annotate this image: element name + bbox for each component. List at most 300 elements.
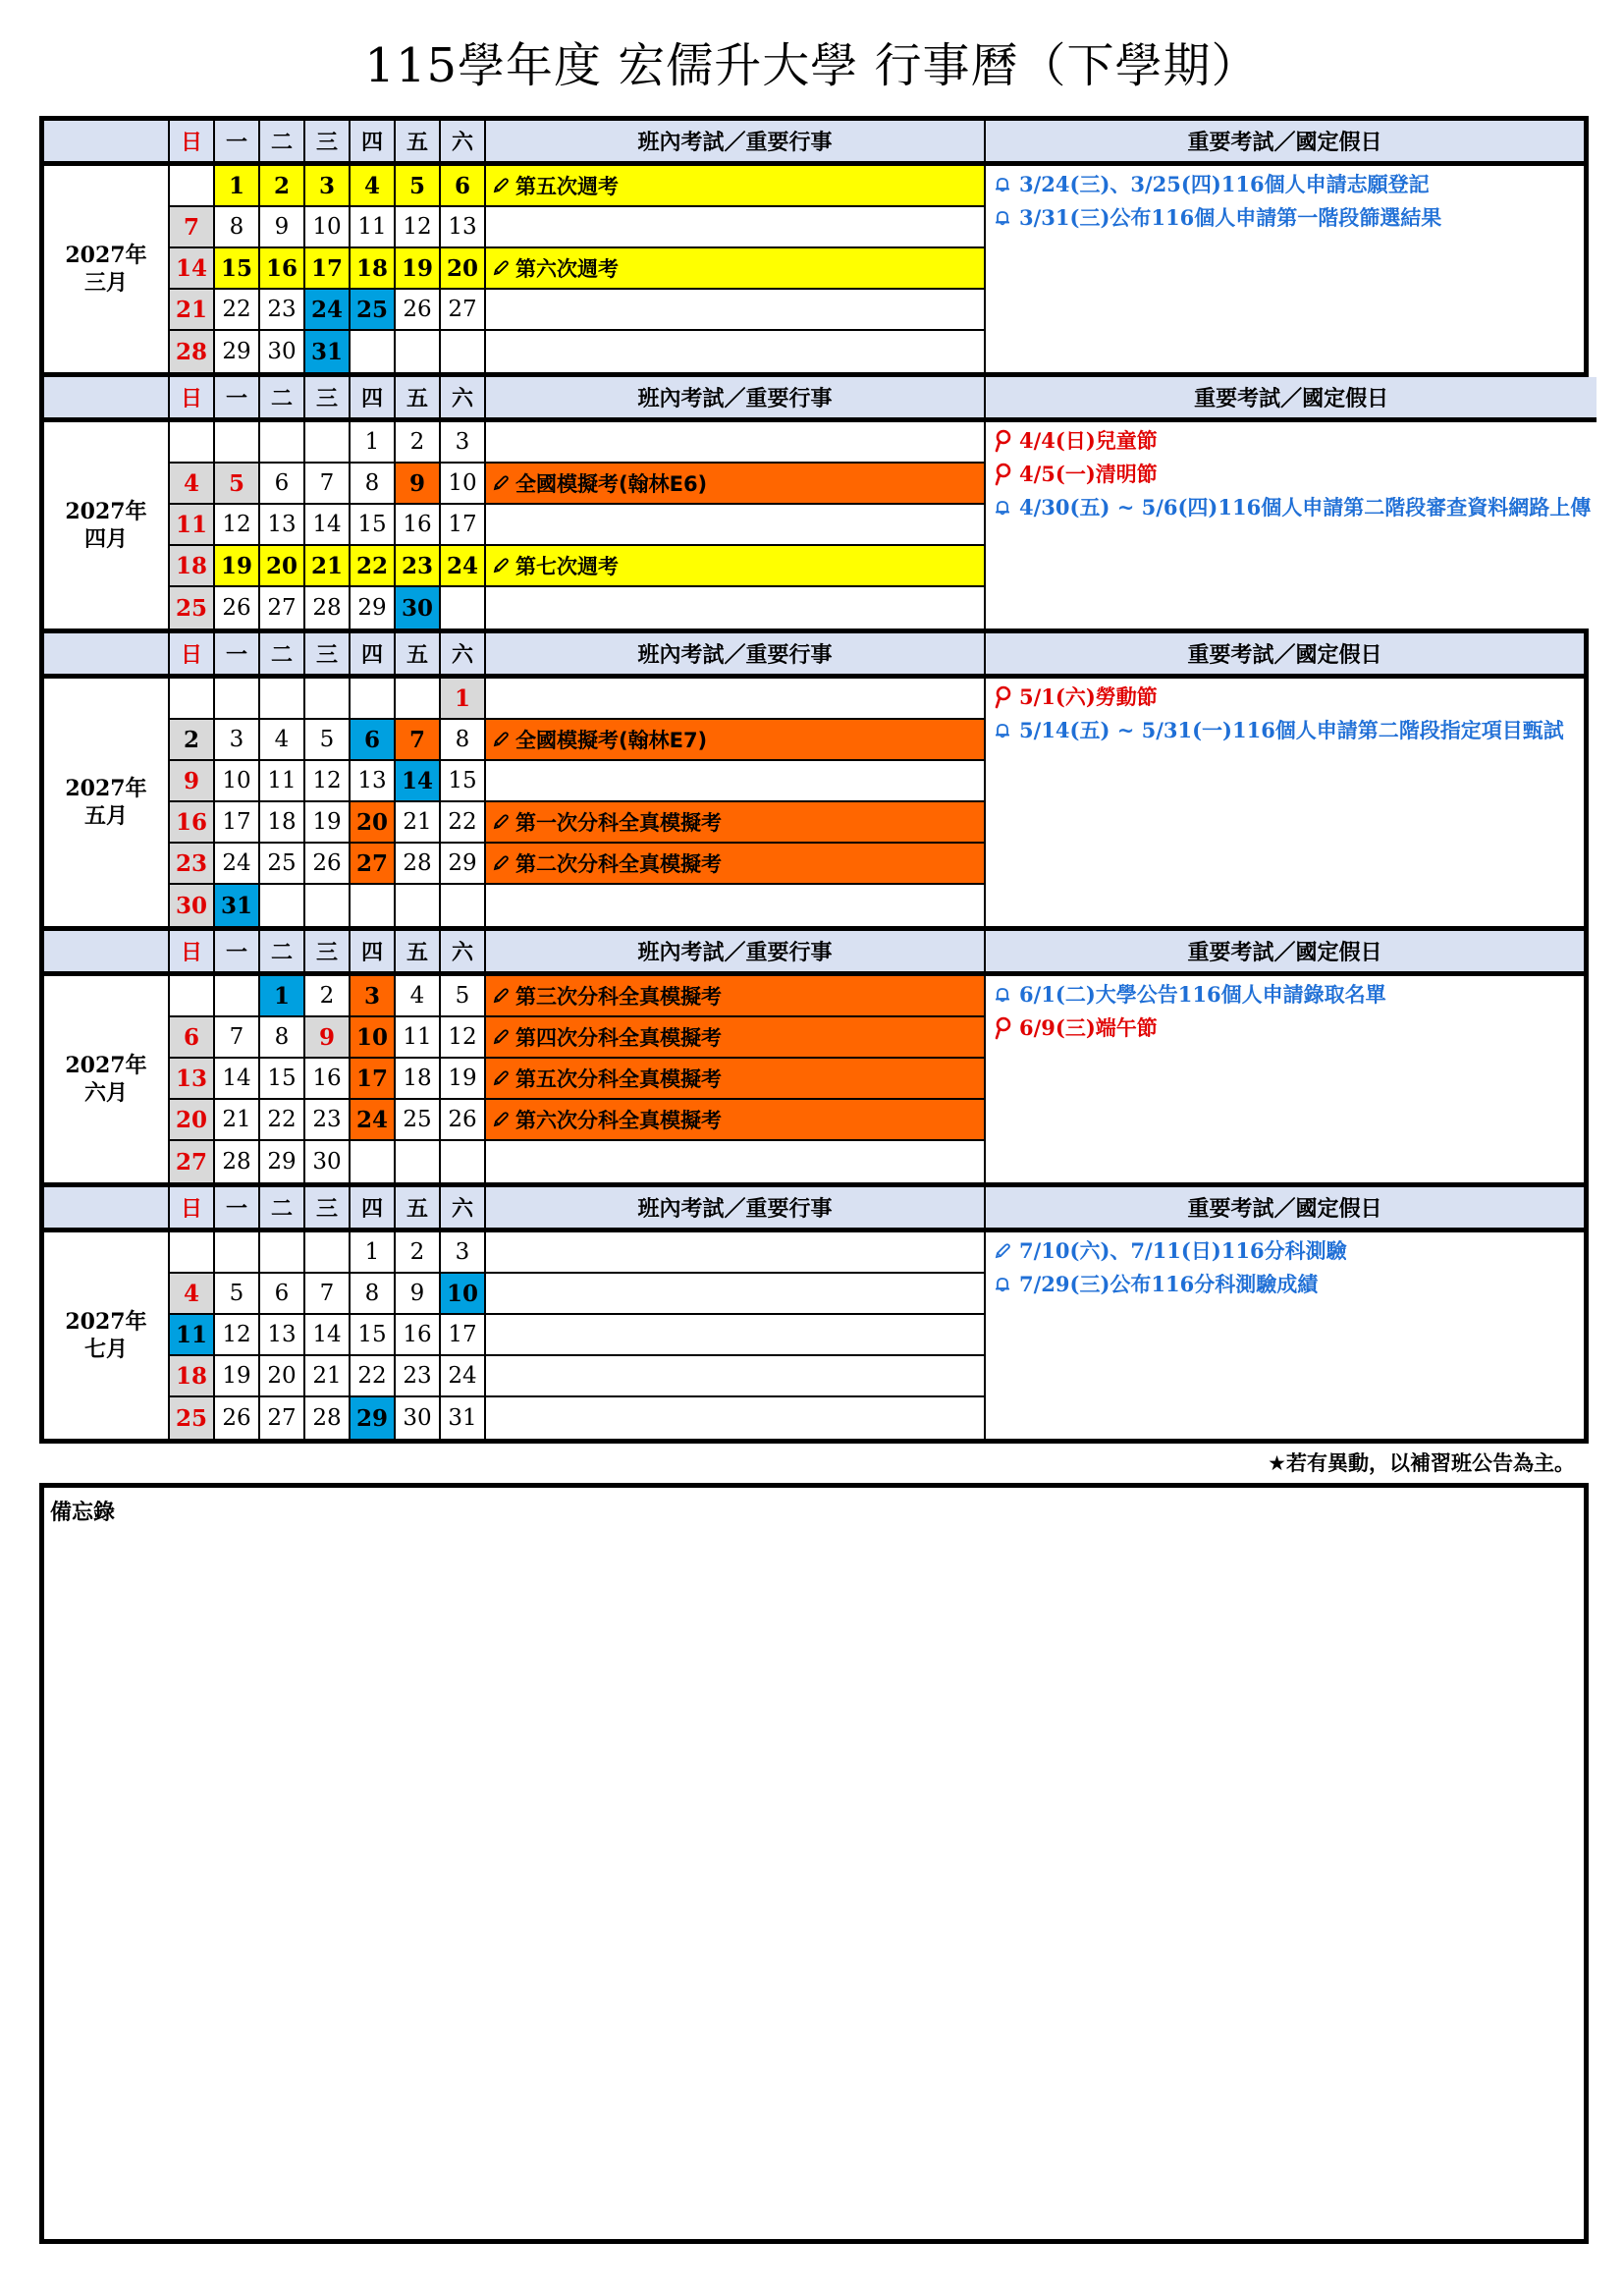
day-cell[interactable]: 8 [441,720,486,761]
day-cell[interactable]: 15 [351,1315,396,1356]
event-cell[interactable] [486,505,986,546]
event-cell[interactable] [486,1356,986,1397]
day-cell[interactable]: 24 [441,1356,486,1397]
day-cell[interactable] [351,885,396,926]
day-cell[interactable] [305,885,351,926]
day-cell[interactable]: 30 [260,331,305,372]
day-cell[interactable]: 16 [396,1315,441,1356]
event-cell[interactable] [486,166,986,207]
day-cell[interactable]: 12 [441,1017,486,1059]
day-cell[interactable]: 6 [441,166,486,207]
events-header: 班內考試／重要行事 [486,931,986,976]
day-cell[interactable]: 5 [215,464,260,505]
event-cell[interactable] [486,331,986,372]
event-cell[interactable] [486,1315,986,1356]
memo-label: 備忘錄 [50,1501,116,1525]
weekday-header: 日 [170,931,215,976]
bell-icon [992,1276,1013,1293]
day-cell[interactable]: 8 [351,464,396,505]
day-cell[interactable]: 17 [441,1315,486,1356]
event-cell[interactable] [486,1274,986,1315]
event-text: 第六次分科全真模擬考 [515,1109,722,1132]
day-cell[interactable]: 18 [260,802,305,844]
pencil-icon [492,1028,510,1046]
note-text: 6/1(二)大學公告116個人申請錄取名單 [1019,982,1386,1007]
day-cell[interactable]: 10 [351,1017,396,1059]
day-cell[interactable]: 22 [260,1100,305,1141]
day-cell[interactable]: 25 [396,1100,441,1141]
day-cell[interactable]: 22 [351,546,396,587]
note-text: 5/1(六)勞動節 [1019,684,1158,709]
note-text: 7/10(六)、7/11(日)116分科測驗 [1019,1238,1347,1263]
day-cell[interactable]: 25 [260,844,305,885]
day-cell[interactable] [351,331,396,372]
day-cell[interactable]: 8 [260,1017,305,1059]
day-cell[interactable]: 14 [305,505,351,546]
weekday-header: 六 [441,931,486,976]
day-cell[interactable]: 28 [215,1141,260,1182]
year-label: 2027年 [65,243,147,268]
weekday-header: 三 [305,377,351,422]
day-cell[interactable]: 16 [305,1059,351,1100]
day-cell[interactable] [215,422,260,464]
day-cell[interactable]: 4 [396,976,441,1017]
day-cell[interactable] [441,331,486,372]
day-cell[interactable]: 11 [170,505,215,546]
day-cell[interactable] [170,976,215,1017]
year-label: 2027年 [65,499,147,524]
month-label [44,166,170,372]
day-cell[interactable]: 12 [305,761,351,802]
day-cell[interactable]: 14 [305,1315,351,1356]
day-cell[interactable]: 5 [305,720,351,761]
weekday-header: 五 [396,377,441,422]
event-cell[interactable] [486,1397,986,1439]
note-text: 3/24(三)、3/25(四)116個人申請志願登記 [1019,172,1430,196]
day-cell[interactable]: 3 [441,422,486,464]
event-cell[interactable] [486,1059,986,1100]
weekday-header: 六 [441,633,486,679]
day-cell[interactable]: 11 [260,761,305,802]
day-cell[interactable]: 21 [305,546,351,587]
day-cell[interactable]: 25 [351,290,396,331]
day-cell[interactable]: 7 [215,1017,260,1059]
day-cell[interactable]: 16 [396,505,441,546]
event-text: 第六次週考 [515,257,619,281]
notes-header: 重要考試／國定假日 [986,633,1584,679]
day-cell[interactable]: 9 [396,464,441,505]
notes-header: 重要考試／國定假日 [986,1187,1584,1232]
day-cell[interactable] [260,1232,305,1274]
day-cell[interactable]: 10 [441,1274,486,1315]
bell-icon [992,986,1013,1004]
note-item [992,1011,1578,1045]
day-cell[interactable]: 6 [260,1274,305,1315]
notes-header: 重要考試／國定假日 [986,931,1584,976]
day-cell[interactable]: 7 [305,464,351,505]
day-cell[interactable]: 26 [215,1397,260,1439]
pin-icon [992,685,1013,709]
day-cell[interactable]: 3 [441,1232,486,1274]
event-cell[interactable] [486,1017,986,1059]
day-cell[interactable]: 13 [351,761,396,802]
day-cell[interactable]: 23 [305,1100,351,1141]
day-cell[interactable]: 1 [260,976,305,1017]
day-cell[interactable]: 5 [215,1274,260,1315]
day-cell[interactable]: 11 [396,1017,441,1059]
pencil-icon [492,474,510,492]
weekday-header: 二 [260,1187,305,1232]
event-text: 第五次週考 [515,175,619,198]
day-cell[interactable]: 26 [396,290,441,331]
day-cell[interactable]: 8 [215,207,260,248]
notes-cell [986,976,1584,1182]
day-cell[interactable]: 26 [215,587,260,629]
day-cell[interactable]: 6 [351,720,396,761]
day-cell[interactable]: 25 [170,1397,215,1439]
weekday-header: 二 [260,121,305,166]
day-cell[interactable]: 15 [441,761,486,802]
note-item [992,424,1591,458]
event-cell[interactable] [486,1141,986,1182]
day-cell[interactable]: 15 [351,505,396,546]
day-cell[interactable]: 1 [351,422,396,464]
day-cell[interactable] [260,885,305,926]
day-cell[interactable]: 10 [305,207,351,248]
day-cell[interactable]: 19 [215,1356,260,1397]
weekday-header: 四 [351,121,396,166]
day-cell[interactable]: 26 [441,1100,486,1141]
event-cell[interactable] [486,720,986,761]
day-cell[interactable]: 8 [351,1274,396,1315]
weekday-header: 一 [215,931,260,976]
day-cell[interactable]: 28 [396,844,441,885]
day-cell[interactable] [351,1141,396,1182]
weekday-header: 二 [260,377,305,422]
event-cell[interactable] [486,844,986,885]
day-cell[interactable]: 10 [215,761,260,802]
event-text: 第五次分科全真模擬考 [515,1067,722,1091]
day-cell[interactable]: 20 [441,248,486,290]
day-cell[interactable] [170,422,215,464]
event-cell[interactable] [486,885,986,926]
event-text: 第二次分科全真模擬考 [515,852,722,876]
day-cell[interactable]: 2 [170,720,215,761]
day-cell[interactable]: 31 [305,331,351,372]
pin-icon [992,429,1013,453]
day-cell[interactable] [441,885,486,926]
weekday-header: 五 [396,121,441,166]
day-cell[interactable]: 27 [441,290,486,331]
day-cell[interactable]: 29 [441,844,486,885]
note-item [992,491,1591,524]
day-cell[interactable]: 24 [441,546,486,587]
day-cell[interactable] [351,679,396,720]
note-text: 4/4(日)兒童節 [1019,428,1158,453]
day-cell[interactable]: 3 [351,976,396,1017]
note-text: 5/14(五) ~ 5/31(一)116個人申請第二階段指定項目甄試 [1019,718,1564,742]
day-cell[interactable]: 4 [351,166,396,207]
weekday-header: 一 [215,377,260,422]
day-cell[interactable]: 29 [215,331,260,372]
day-cell[interactable] [215,1232,260,1274]
note-item [992,1234,1578,1268]
day-cell[interactable] [396,331,441,372]
day-cell[interactable]: 6 [170,1017,215,1059]
header-month-cell [44,931,170,976]
day-cell[interactable]: 17 [215,802,260,844]
day-cell[interactable]: 3 [215,720,260,761]
note-text: 7/29(三)公布116分科測驗成績 [1019,1272,1319,1296]
day-cell[interactable]: 30 [305,1141,351,1182]
month-name: 六月 [83,1080,128,1106]
day-cell[interactable]: 20 [351,802,396,844]
day-cell[interactable]: 1 [351,1232,396,1274]
day-cell[interactable]: 2 [396,422,441,464]
memo-box[interactable] [39,1483,1589,2244]
event-cell[interactable] [486,464,986,505]
pencil-icon [492,987,510,1005]
day-cell[interactable]: 29 [260,1141,305,1182]
pencil-icon [492,1069,510,1087]
day-cell[interactable]: 16 [170,802,215,844]
day-cell[interactable]: 7 [396,720,441,761]
day-cell[interactable] [215,976,260,1017]
day-cell[interactable] [441,587,486,629]
notes-cell [986,679,1584,926]
event-cell[interactable] [486,422,986,464]
weekday-header: 四 [351,931,396,976]
event-cell[interactable] [486,248,986,290]
day-cell[interactable]: 27 [351,844,396,885]
day-cell[interactable]: 13 [260,1315,305,1356]
note-item [992,458,1591,491]
day-cell[interactable]: 18 [396,1059,441,1100]
pencil-icon [492,854,510,872]
day-cell[interactable] [441,1141,486,1182]
day-cell[interactable]: 19 [441,1059,486,1100]
day-cell[interactable]: 9 [260,207,305,248]
day-cell[interactable]: 18 [351,248,396,290]
bell-icon [992,176,1013,193]
day-cell[interactable]: 24 [305,290,351,331]
day-cell[interactable]: 21 [396,802,441,844]
day-cell[interactable]: 22 [351,1356,396,1397]
day-cell[interactable]: 20 [170,1100,215,1141]
weekday-header: 六 [441,1187,486,1232]
day-cell[interactable]: 21 [215,1100,260,1141]
events-header: 班內考試／重要行事 [486,121,986,166]
note-text: 4/5(一)清明節 [1019,462,1158,486]
event-cell[interactable] [486,679,986,720]
day-cell[interactable]: 12 [215,505,260,546]
event-text: 第三次分科全真模擬考 [515,985,722,1009]
day-cell[interactable]: 22 [441,802,486,844]
day-cell[interactable]: 12 [215,1315,260,1356]
day-cell[interactable]: 29 [351,1397,396,1439]
day-cell[interactable]: 28 [305,1397,351,1439]
day-cell[interactable]: 2 [305,976,351,1017]
day-cell[interactable]: 1 [441,679,486,720]
day-cell[interactable]: 3 [305,166,351,207]
day-cell[interactable]: 13 [260,505,305,546]
day-cell[interactable] [396,885,441,926]
day-cell[interactable]: 22 [215,290,260,331]
day-cell[interactable] [396,679,441,720]
day-cell[interactable]: 23 [260,290,305,331]
day-cell[interactable]: 7 [305,1274,351,1315]
day-cell[interactable] [305,1232,351,1274]
day-cell[interactable]: 19 [305,802,351,844]
month-label [44,422,170,629]
day-cell[interactable]: 5 [441,976,486,1017]
day-cell[interactable]: 31 [215,885,260,926]
weekday-header: 五 [396,633,441,679]
day-cell[interactable]: 10 [441,464,486,505]
pin-icon [992,463,1013,486]
day-cell[interactable]: 1 [215,166,260,207]
day-cell[interactable]: 20 [260,546,305,587]
event-cell[interactable] [486,207,986,248]
day-cell[interactable]: 9 [305,1017,351,1059]
year-label: 2027年 [65,776,147,801]
weekday-header: 六 [441,377,486,422]
event-cell[interactable] [486,290,986,331]
day-cell[interactable]: 14 [215,1059,260,1100]
day-cell[interactable]: 28 [170,331,215,372]
day-cell[interactable]: 4 [260,720,305,761]
day-cell[interactable]: 14 [396,761,441,802]
pencil-icon [492,813,510,831]
day-cell[interactable]: 28 [305,587,351,629]
event-cell[interactable] [486,1100,986,1141]
day-cell[interactable]: 26 [305,844,351,885]
month-label [44,679,170,926]
bell-icon [992,209,1013,227]
note-item [992,714,1578,747]
day-cell[interactable]: 21 [305,1356,351,1397]
day-cell[interactable]: 2 [260,166,305,207]
day-cell[interactable]: 13 [170,1059,215,1100]
day-cell[interactable]: 16 [260,248,305,290]
calendar-table [39,116,1592,1444]
day-cell[interactable]: 7 [170,207,215,248]
weekday-header: 一 [215,121,260,166]
day-cell[interactable]: 5 [396,166,441,207]
day-cell[interactable]: 6 [260,464,305,505]
day-cell[interactable]: 18 [170,546,215,587]
day-cell[interactable]: 24 [215,844,260,885]
weekday-header: 一 [215,1187,260,1232]
day-cell[interactable] [396,1141,441,1182]
day-cell[interactable]: 21 [170,290,215,331]
weekday-header: 三 [305,633,351,679]
event-text: 全國模擬考(翰林E7) [515,729,708,752]
day-cell[interactable]: 17 [441,505,486,546]
day-cell[interactable]: 9 [396,1274,441,1315]
day-cell[interactable]: 17 [305,248,351,290]
day-cell[interactable]: 30 [396,1397,441,1439]
weekday-header: 三 [305,931,351,976]
day-cell[interactable]: 4 [170,464,215,505]
day-cell[interactable]: 23 [170,844,215,885]
weekday-header: 五 [396,931,441,976]
day-cell[interactable]: 30 [170,885,215,926]
day-cell[interactable]: 19 [215,546,260,587]
day-cell[interactable] [305,422,351,464]
footnote: ★若有異動，以補習班公告為主。 [1268,1451,1575,1475]
day-cell[interactable] [305,679,351,720]
event-cell[interactable] [486,587,986,629]
day-cell[interactable] [215,679,260,720]
day-cell[interactable]: 13 [441,207,486,248]
day-cell[interactable]: 23 [396,1356,441,1397]
events-header: 班內考試／重要行事 [486,1187,986,1232]
day-cell[interactable]: 24 [351,1100,396,1141]
day-cell[interactable]: 19 [396,248,441,290]
day-cell[interactable]: 12 [396,207,441,248]
day-cell[interactable]: 4 [170,1274,215,1315]
day-cell[interactable] [170,679,215,720]
month-section [44,121,1584,372]
month-section [44,629,1584,926]
day-cell[interactable]: 15 [260,1059,305,1100]
day-cell[interactable]: 2 [396,1232,441,1274]
pencil-icon [492,177,510,194]
day-cell[interactable]: 17 [351,1059,396,1100]
pencil-icon [992,1242,1013,1260]
day-cell[interactable]: 18 [170,1356,215,1397]
day-cell[interactable]: 14 [170,248,215,290]
day-cell[interactable]: 27 [170,1141,215,1182]
event-cell[interactable] [486,546,986,587]
day-cell[interactable] [260,422,305,464]
event-cell[interactable] [486,976,986,1017]
day-cell[interactable]: 23 [396,546,441,587]
weekday-header: 五 [396,1187,441,1232]
note-item [992,978,1578,1011]
day-cell[interactable]: 30 [396,587,441,629]
day-cell[interactable]: 31 [441,1397,486,1439]
event-cell[interactable] [486,1232,986,1274]
day-cell[interactable]: 29 [351,587,396,629]
day-cell[interactable]: 11 [351,207,396,248]
header-month-cell [44,1187,170,1232]
day-cell[interactable]: 25 [170,587,215,629]
day-cell[interactable]: 15 [215,248,260,290]
weekday-header: 日 [170,633,215,679]
event-cell[interactable] [486,761,986,802]
day-cell[interactable] [170,1232,215,1274]
day-cell[interactable] [260,679,305,720]
day-cell[interactable]: 11 [170,1315,215,1356]
bell-icon [992,722,1013,739]
day-cell[interactable] [170,166,215,207]
events-header: 班內考試／重要行事 [486,377,986,422]
page-title: 115學年度 宏儒升大學 行事曆（下學期） [364,38,1260,93]
day-cell[interactable]: 27 [260,587,305,629]
day-cell[interactable]: 9 [170,761,215,802]
header-month-cell [44,377,170,422]
day-cell[interactable]: 20 [260,1356,305,1397]
day-cell[interactable]: 27 [260,1397,305,1439]
note-text: 4/30(五) ~ 5/6(四)116個人申請第二階段審查資料網路上傳 [1019,495,1592,519]
note-item [992,168,1578,201]
year-label: 2027年 [65,1053,147,1078]
month-name: 四月 [83,526,128,552]
events-header: 班內考試／重要行事 [486,633,986,679]
event-cell[interactable] [486,802,986,844]
